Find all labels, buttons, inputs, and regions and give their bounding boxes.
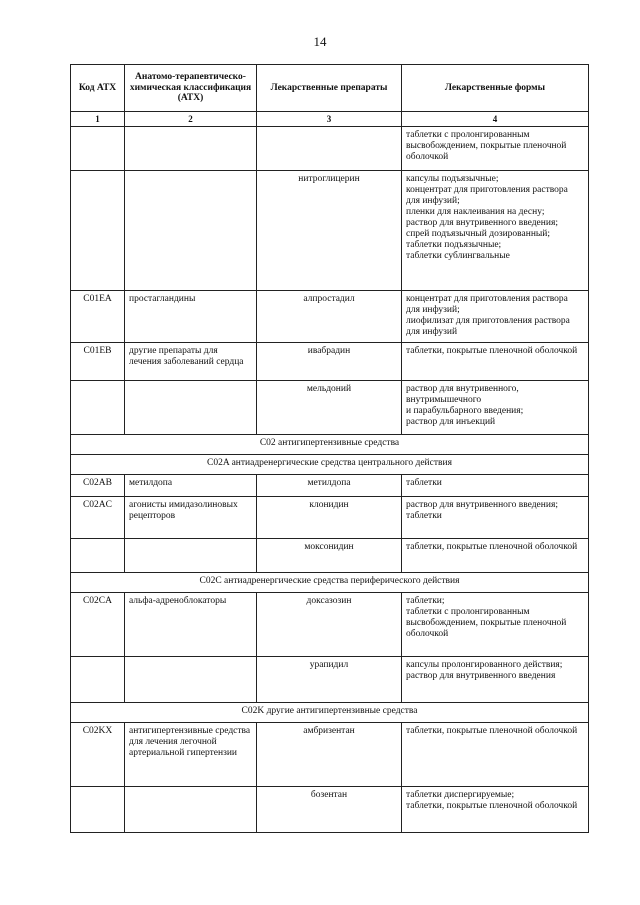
column-number: 3 [257, 112, 402, 127]
dosage-form: раствор для внутривенного введения; [406, 500, 558, 511]
table-row [71, 381, 589, 435]
dosage-form: концентрат для приготовления раствора для инфузий; [406, 185, 568, 207]
atx-table [70, 64, 589, 833]
group-heading: C02C антиадренергические средства периферического действия [71, 573, 589, 593]
atx-code-cell: C02KX [71, 723, 125, 787]
drug-name-cell: клонидин [257, 497, 402, 539]
dosage-form: таблетки, покрытые пленочной оболочкой [406, 346, 578, 357]
dosage-forms-cell [402, 787, 589, 833]
dosage-form: таблетки [406, 478, 442, 489]
dosage-form: таблетки с пролонгированным высвобождением, покрытые пленочной оболочкой [406, 130, 567, 163]
table-row [71, 127, 589, 171]
table-row [71, 539, 589, 573]
table-row [71, 723, 589, 787]
dosage-form: раствор для инъекций [406, 417, 496, 428]
dosage-forms-cell [402, 475, 589, 497]
dosage-form: раствор для внутривенного введения; [406, 218, 558, 229]
column-number: 1 [71, 112, 125, 127]
table-row [71, 657, 589, 703]
table-row [71, 291, 589, 343]
drug-name-cell: нитроглицерин [257, 171, 402, 291]
table-row [71, 593, 589, 657]
drug-name-cell: амбризентан [257, 723, 402, 787]
dosage-forms-cell [402, 657, 589, 703]
dosage-form: капсулы пролонгированного действия; [406, 660, 563, 671]
atx-group-cell: антигипертензивные средства для лечения легочной артериальной гипертензии [125, 723, 257, 787]
dosage-form: и парабульбарного введения; [406, 406, 524, 417]
table-row [71, 497, 589, 539]
dosage-forms-cell [402, 171, 589, 291]
dosage-form: концентрат для приготовления раствора для инфузий; [406, 294, 568, 316]
dosage-form: таблетки сублингвальные [406, 250, 510, 261]
table-row [71, 343, 589, 381]
dosage-form: пленки для наклеивания на десну; [406, 207, 545, 218]
group-heading-row [71, 573, 589, 593]
table-header-row [71, 65, 589, 112]
atx-group-cell: простагландины [125, 291, 257, 343]
dosage-form: капсулы подъязычные; [406, 174, 499, 185]
atx-code-cell [71, 657, 125, 703]
atx-code-cell: C01EA [71, 291, 125, 343]
atx-group-cell [125, 657, 257, 703]
dosage-form: таблетки [406, 511, 442, 522]
column-number: 2 [125, 112, 257, 127]
dosage-forms-cell [402, 539, 589, 573]
page-number: 14 [313, 34, 327, 49]
atx-code-cell: C02AC [71, 497, 125, 539]
dosage-form: спрей подъязычный дозированный; [406, 228, 551, 239]
atx-group-cell: другие препараты для лечения заболеваний сердца [125, 343, 257, 381]
group-heading-row [71, 703, 589, 723]
table-row [71, 171, 589, 291]
drug-name-cell: мельдоний [257, 381, 402, 435]
drug-name-cell: моксонидин [257, 539, 402, 573]
column-number-row [71, 112, 589, 127]
dosage-form: раствор для внутривенного, внутримышечного [406, 384, 519, 406]
atx-code-cell: C02AB [71, 475, 125, 497]
atx-code-cell [71, 539, 125, 573]
table-row [71, 475, 589, 497]
atx-group-cell [125, 539, 257, 573]
header-atx-classification: Анатомо-терапевтическо-химическая классификация (АТХ) [125, 65, 257, 112]
dosage-form: таблетки диспергируемые; [406, 790, 515, 801]
drug-name-cell: алпростадил [257, 291, 402, 343]
dosage-forms-cell [402, 127, 589, 171]
dosage-forms-cell [402, 593, 589, 657]
atx-group-cell: метилдопа [125, 475, 257, 497]
atx-code-cell [71, 381, 125, 435]
dosage-form: таблетки подъязычные; [406, 239, 502, 250]
atx-code-cell [71, 787, 125, 833]
atx-group-cell: агонисты имидазолиновых рецепторов [125, 497, 257, 539]
group-heading: C02K другие антигипертензивные средства [71, 703, 589, 723]
group-heading-row [71, 435, 589, 455]
atx-group-cell [125, 787, 257, 833]
header-drugs: Лекарственные препараты [257, 65, 402, 112]
dosage-form: таблетки, покрытые пленочной оболочкой [406, 542, 578, 553]
table-body [71, 127, 589, 833]
drug-name-cell: метилдопа [257, 475, 402, 497]
dosage-form: таблетки, покрытые пленочной оболочкой [406, 801, 578, 812]
drug-name-cell: урапидил [257, 657, 402, 703]
atx-code-cell: C02CA [71, 593, 125, 657]
drug-name-cell: доксазозин [257, 593, 402, 657]
drug-name-cell: ивабрадин [257, 343, 402, 381]
dosage-form: раствор для внутривенного введения [406, 671, 556, 682]
atx-group-cell [125, 127, 257, 171]
dosage-forms-cell [402, 291, 589, 343]
atx-code-cell [71, 127, 125, 171]
header-code: Код АТХ [71, 65, 125, 112]
atx-group-cell [125, 171, 257, 291]
atx-code-cell [71, 171, 125, 291]
dosage-form: таблетки; [406, 596, 445, 607]
group-heading: C02 антигипертензивные средства [71, 435, 589, 455]
dosage-forms-cell [402, 497, 589, 539]
table-row [71, 787, 589, 833]
atx-group-cell: альфа-адреноблокаторы [125, 593, 257, 657]
dosage-form: лиофилизат для приготовления раствора для инфузий [406, 316, 570, 338]
dosage-forms-cell [402, 723, 589, 787]
dosage-forms-cell [402, 381, 589, 435]
dosage-form: таблетки, покрытые пленочной оболочкой [406, 726, 578, 737]
header-dosage-forms: Лекарственные формы [402, 65, 589, 112]
column-number: 4 [402, 112, 589, 127]
dosage-forms-cell [402, 343, 589, 381]
group-heading-row [71, 455, 589, 475]
drug-name-cell [257, 127, 402, 171]
dosage-form: таблетки с пролонгированным высвобождением, покрытые пленочной оболочкой [406, 607, 567, 640]
atx-code-cell: C01EB [71, 343, 125, 381]
group-heading: C02A антиадренергические средства центрального действия [71, 455, 589, 475]
drug-name-cell: бозентан [257, 787, 402, 833]
atx-group-cell [125, 381, 257, 435]
